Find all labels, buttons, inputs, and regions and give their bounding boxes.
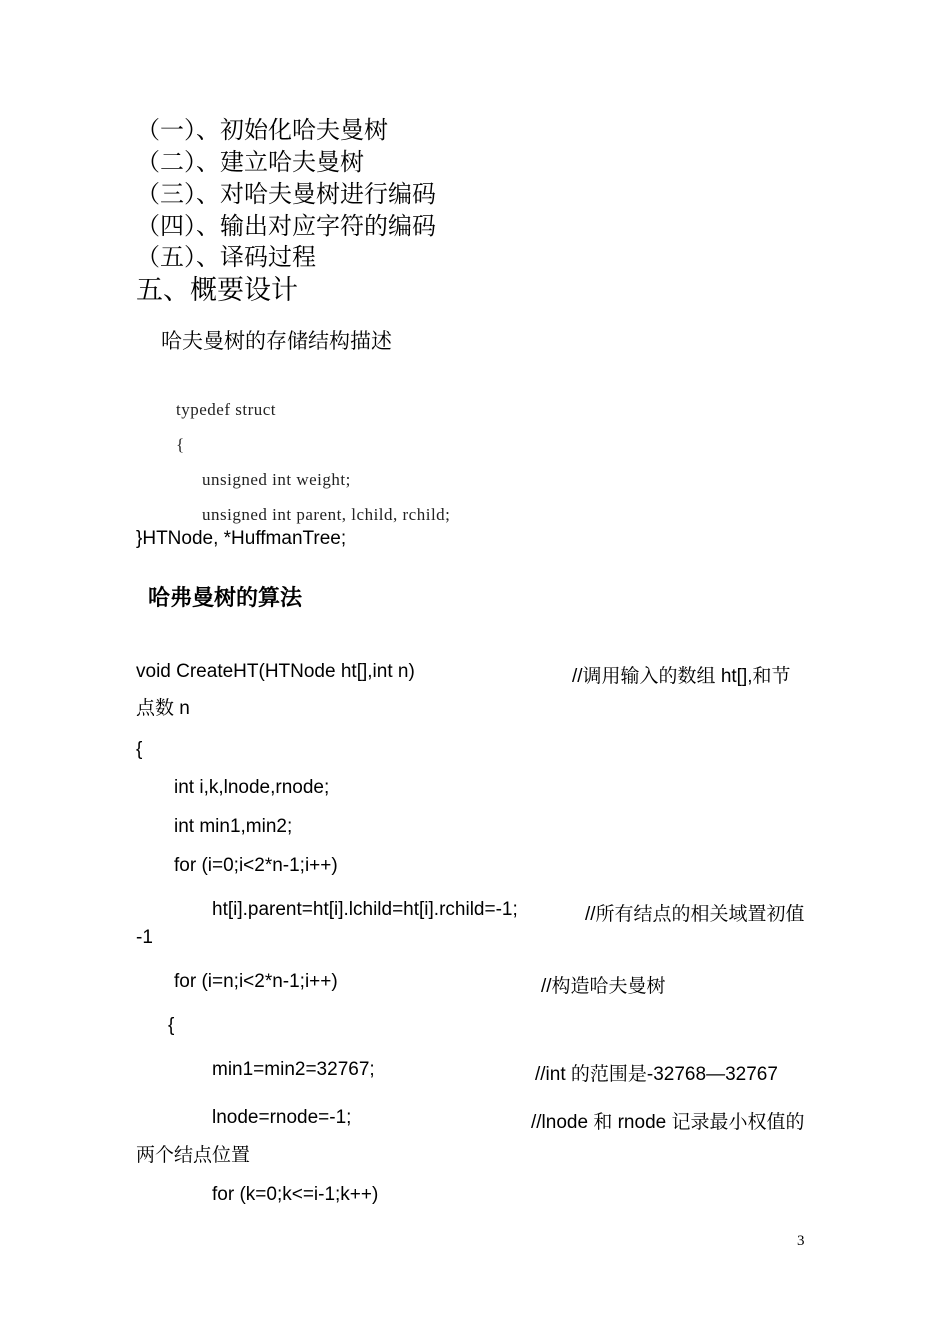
page-number: 3 — [797, 1233, 805, 1249]
code-line: int min1,min2; — [174, 816, 293, 837]
toc-item-4: （四）、输出对应字符的编码 — [136, 212, 436, 240]
code-line: { — [168, 1015, 175, 1036]
toc-item-1: （一）、初始化哈夫曼树 — [136, 116, 388, 144]
code-line: lnode=rnode=-1; — [212, 1107, 352, 1128]
code-line: min1=min2=32767; — [212, 1059, 375, 1080]
code-line: { — [136, 739, 143, 760]
code-comment: -1 — [136, 927, 153, 948]
code-comment: //调用输入的数组 ht[],和节 — [572, 666, 791, 687]
code-line: void CreateHT(HTNode ht[],int n) — [136, 661, 415, 682]
code-line: ht[i].parent=ht[i].lchild=ht[i].rchild=-1; — [212, 899, 518, 920]
storage-heading: 哈夫曼树的存储结构描述 — [161, 329, 392, 353]
struct-code-line: unsigned int parent, lchild, rchild; — [202, 505, 451, 524]
code-line: int i,k,lnode,rnode; — [174, 777, 330, 798]
algorithm-heading: 哈弗曼树的算法 — [148, 586, 303, 611]
code-comment: //int 的范围是-32768—32767 — [535, 1064, 778, 1085]
code-comment: //所有结点的相关域置初值 — [585, 904, 805, 925]
code-comment: 点数 n — [136, 698, 190, 719]
struct-code-line: { — [176, 435, 185, 454]
code-line: for (i=n;i<2*n-1;i++) — [174, 971, 338, 992]
code-comment: //构造哈夫曼树 — [541, 976, 666, 997]
toc-item-3: （三）、对哈夫曼树进行编码 — [136, 180, 436, 208]
toc-item-5: （五）、译码过程 — [136, 243, 316, 271]
code-comment: 两个结点位置 — [136, 1145, 251, 1166]
section-heading: 五、概要设计 — [136, 275, 298, 306]
struct-code-line: unsigned int weight; — [202, 470, 351, 489]
code-comment: //lnode 和 rnode 记录最小权值的 — [531, 1112, 805, 1133]
struct-code-line: }HTNode, *HuffmanTree; — [136, 528, 347, 549]
toc-item-2: （二）、建立哈夫曼树 — [136, 148, 364, 176]
struct-code-line: typedef struct — [176, 400, 276, 419]
code-line: for (k=0;k<=i-1;k++) — [212, 1184, 379, 1205]
code-line: for (i=0;i<2*n-1;i++) — [174, 855, 338, 876]
